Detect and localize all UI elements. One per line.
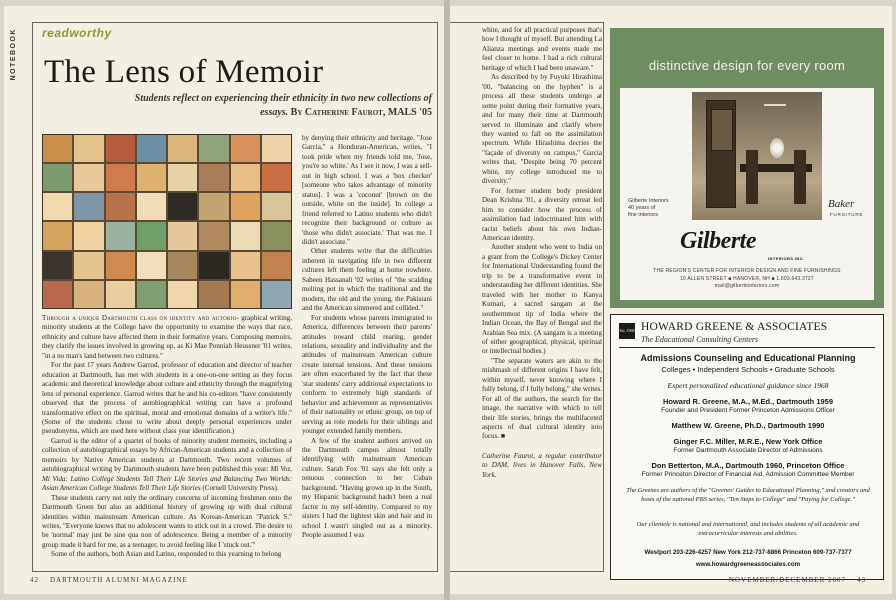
person-desc: Former Dartmouth Associate Director of Admissions — [673, 447, 823, 454]
paragraph: For students whose parents immigrated to America, differences between their parents' attitudes toward child rearing, gender relations, sexuality and individuality and the attitudes of mainstream American culture create internal tensions. And these tensions are often exacerbated by the fact that these 'star students' carry additional expectations to conform to extremely high standards of behavior and achievement as representatives of their nationality or ethnic group, on top of serving as role models for their siblings and younger extended family members. — [302, 313, 432, 436]
baker-logo: Baker — [828, 198, 855, 210]
paragraph: For the past 17 years Andrew Garrod, professor of education and director of teacher education at Dartmouth, has met with students in a one-on-one setting as they focus academic and theoretical knowledge about culture and ethnicity through the magnifying lens of personal experience. Garrod writes that he and his co-editors "have consistently observed that the process of autobiographical writing can have a profound transformative effect on the spiritual, moral and emotional domains of a writer's life." (Some of the students chose to write about deeply personal experiences under pseudonyms, which are used here without class year identification.) — [42, 361, 292, 436]
ad-subheading: Colleges • Independent Schools • Graduate Schools — [661, 365, 835, 374]
gilberte-ad — [610, 28, 884, 308]
paragraph: A few of the student authors arrived on the Dartmouth campus almost totally identifying with mainstream American culture. Sarah Fox '01 says she felt only a tenuous connection to her Cuban background. "Having grown up in the South, my Hispanic background hadn't been a real factor in my self-identity. Compared to my sisters I had the lightest skin and hair and in school I wasn't singled out as a minority. People assumed I was — [302, 436, 432, 540]
paragraph: Garrod is the editor of a quartet of books of minority student memoirs, including a collection of autobiographical essays by African-American students and a collection of memoirs by Native American students at Dartmouth. Two recent volumes of autobiographical writing by Dartmouth students have been published this year: Mi Voz, Mi Vida: Latino College Students Tell Their Life Stories and Balancing Two Worlds: Asian American College Students Tell Their Life Stories (Cornell University Press). — [42, 436, 293, 493]
ad-tagline: distinctive design for every room — [648, 58, 846, 73]
ad-phones: Westport 203-226-4257 New York 212-737-8866 Princeton 609-737-7377 — [644, 549, 852, 556]
person-name: Howard R. Greene, M.A., M.Ed., Dartmouth 1959 — [662, 397, 834, 406]
paragraph: Another student who went to India on a grant from the College's Dickey Center for International Understanding found the trip to be a transformative event in understanding her different identities. She traveled with her mother to Kanya Kumari, a sacred sangam at the southernmost tip of India where the Indian Ocean, the Bay of Bengal and the Arabian Sea mix. (A sangam is a meeting of either geographical, physical, spiritual or intellectual bodies.) — [482, 243, 602, 356]
article-deck — [124, 92, 432, 120]
ad-company-subtitle: The Educational Consulting Centers — [641, 335, 759, 344]
page-number: 43 — [857, 576, 866, 584]
page-number: 42 — [30, 576, 39, 584]
ad-heading: Admissions Counseling and Educational Planning — [640, 353, 856, 363]
person-name: Don Betterton, M.A., Dartmouth 1960, Princeton Office — [651, 461, 845, 470]
ad-info: Gilberte Interiors 40 years of fine interiors — [628, 198, 669, 218]
right-page — [450, 6, 892, 594]
paragraph: As described by by Fuyuki Hirashima '00, "balancing on the hyphen" is a process all these students undergo at some point during their formative years, and for many their time at Dartmouth served to illuminate and clarify where they wanted to fall on the assimilation spectrum. While Hirashima decries the "façade of diversity on campus," Garcia writes that, "Despite being 70 percent white, my college introduced me to diversity." — [482, 73, 602, 186]
baker-subtitle: FURNITURE — [830, 212, 864, 217]
paragraph: Some of the authors, both Asian and Latino, responded to this yearning to belong — [51, 550, 282, 559]
folio-right — [729, 576, 866, 584]
end-mark: ■ — [500, 432, 506, 441]
person-desc: Former Princeton Director of Financial Aid, Admission Committee Member — [641, 471, 855, 478]
ad-address: THE REGION'S CENTER FOR INTERIOR DESIGN AND FINE FURNISHINGS 10 ALLEN STREET ■ HANOVER, NH ■ 1.603.643.3727 mail@gilberteinteriors.com — [620, 268, 874, 291]
ad-panel — [620, 88, 874, 300]
magazine-name: DARTMOUTH ALUMNI MAGAZINE — [50, 576, 188, 584]
article-title: The Lens of Memoir — [44, 54, 324, 90]
deck-text: Students reflect on experiencing their ethnicity in two new collections of essays. — [134, 93, 432, 118]
gilberte-logo: Gilberte — [680, 228, 756, 254]
folio-left — [30, 576, 188, 584]
paragraph: Other students write that the difficulties inherent in navigating life in two different cultures left them feeling at home nowhere. Sabeen Hassanali '02 writes of "the scalding melting pot in which the traditional and the modern, the old and the young, the Pakistani and the American simmered and collided." — [302, 247, 432, 313]
author-note: Catherine Faurot, a regular contributor to DAM, lives in Hanover Falls, New York. — [482, 451, 602, 479]
greene-ad — [610, 314, 884, 580]
ad-email[interactable]: mail@gilberteinteriors.com — [714, 283, 780, 289]
kicker: readworthy — [42, 26, 112, 40]
ad-tagline: Expert personalized educational guidance since 1968 — [667, 381, 829, 390]
dining-room-photo — [692, 92, 822, 220]
paragraph: by denying their ethnicity and heritage. "Jose Garcia," a Honduran-American, writes, "I took pride when my friends told me, 'Jose, you're so white.' As I see it now, I was a sell-out in high school. I was a 'box checker' [someone who takes advantage of minority status]. I was a 'coconut' [brown on the outside, white on the inside]. In college a friend referred to Latino students who didn't recognize their background or culture as 'those who didn't associate.' That was me. I didn't associate." — [302, 134, 432, 246]
person-desc: Founder and President Former Princeton Admissions Officer — [661, 407, 835, 414]
byline: By Catherine Faurot, MALS '05 — [290, 107, 432, 118]
issue-date: NOVEMBER/DECEMBER 2007 — [728, 576, 846, 584]
paragraph: "The separate waters are akin to the mishmash of different origins I have felt, within myself, never knowing where I fully belong, if I fully belong," she writes. For all of the authors, the search for the image, the narrative with which to tell their life stories, brings the multifaceted aspects of dual cultural identity into focus. ■ — [482, 356, 602, 441]
person-name: Ginger F.C. Miller, M.R.E., New York Office — [673, 437, 823, 446]
paragraph: white, and for all practical purposes that's how I thought of myself. But attending La Alianza meetings and events made me feel closer to home. I had a rich cultural heritage of which I had been unaware." — [482, 26, 602, 72]
illustration-collage — [42, 134, 292, 309]
seal-icon: Est. 1968 — [619, 323, 635, 339]
column-1 — [42, 314, 292, 560]
ad-website-link[interactable]: www.howardgreeneassociates.com — [695, 561, 801, 568]
column-2 — [302, 134, 432, 540]
paragraph: These students carry not only the ordinary concerns of incoming freshmen onto the Dartmouth Green but also an additional history of growing up with dual cultural identities within mainstream American culture. As Korean-American "Patrick S." writes, "Everyone knows that no adolescent wants to stick out in a crowd. The desire to be 'normal' may just be sine qua non of adolescence. Being a member of a minority group made it hard for me, as a teenager, to avoid feeling like I 'stuck out.'" — [42, 493, 292, 549]
paragraph: Through a unique Dartmouth class on identity and autobio- graphical writing, minority students at the College have the opportunity to examine the ways that race, ethnicity and culture have affected them in their formative years. Composing memoirs, they clarify the issues involved in growing up, as Ki Mae Ponniah Heussner '01 writes, "in a no man's land between two cultures." — [42, 314, 292, 360]
left-page — [4, 6, 444, 594]
paragraph: For former student body president Dean Krishna '01, a diversity retreat led him to consider how the process of assimilation had indoctrinated him with racist beliefs about his own Indian-American identity. — [482, 186, 602, 242]
section-tag: NOTEBOOK — [10, 28, 17, 81]
column-3 — [482, 26, 602, 480]
ad-blurb: Our clientele is national and international, and includes students of all academic and extracurricular interests and abilities. — [636, 521, 860, 537]
gilberte-logo-subtitle: INTERIORS INC. — [768, 256, 805, 261]
ad-company-name: HOWARD GREENE & ASSOCIATES — [641, 321, 828, 333]
person-name: Matthew W. Greene, Ph.D., Dartmouth 1990 — [671, 421, 825, 430]
divider — [619, 347, 875, 348]
ad-blurb: The Greenes are authors of the "Greenes' Guides to Educational Planning," and creators and hosts of the national PBS series, "Ten Steps to College" and "Paying for College." — [626, 487, 870, 503]
